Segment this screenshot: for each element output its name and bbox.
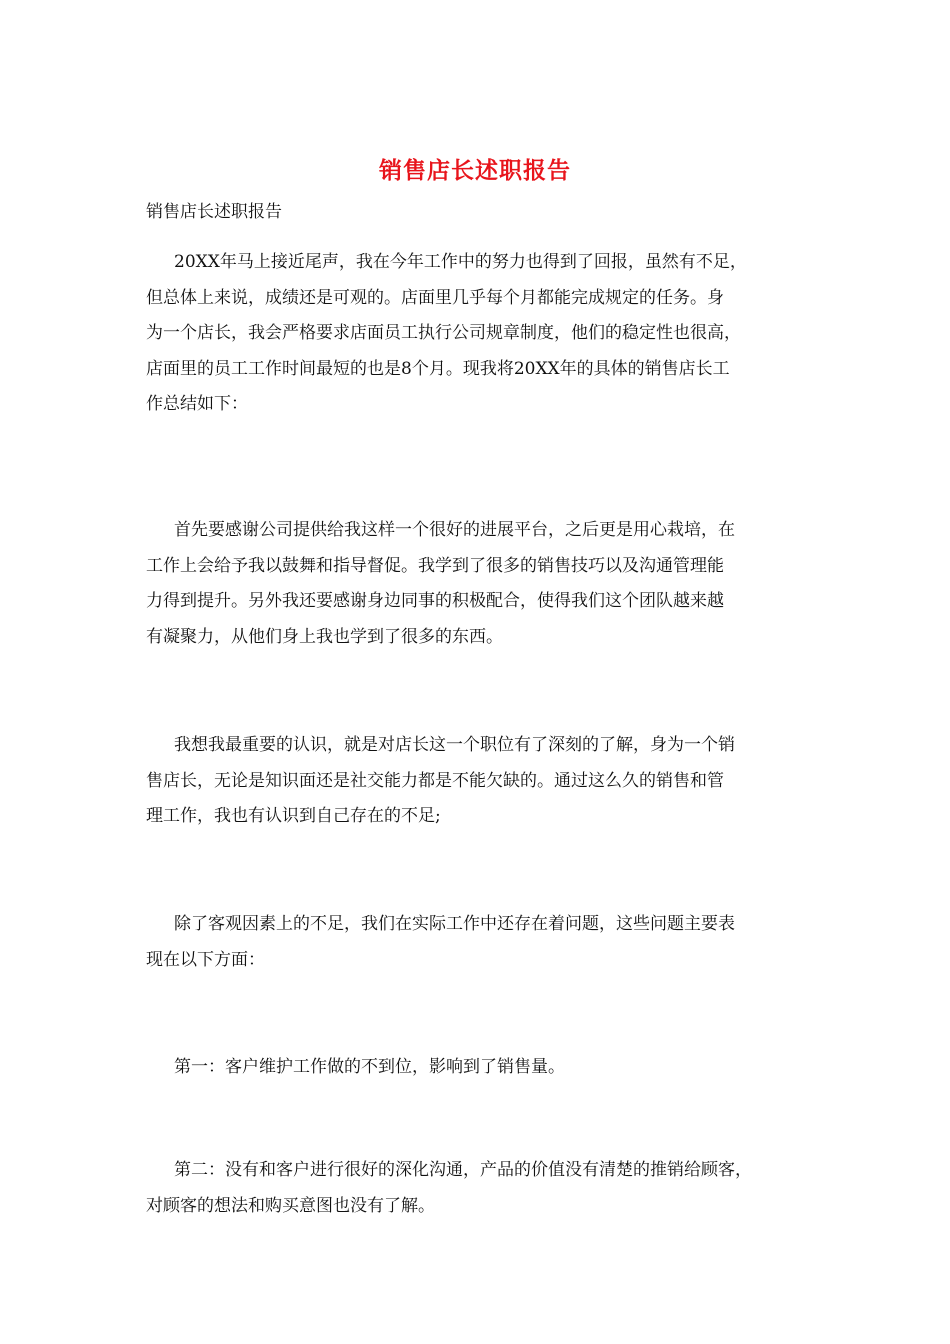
paragraph-line: 理工作，我也有认识到自己存在的不足;: [146, 806, 441, 826]
paragraph-line: 售店长，无论是知识面还是社交能力都是不能欠缺的。通过这么久的销售和管: [146, 770, 724, 791]
paragraph-1: [146, 245, 830, 423]
paragraph-line: 第二：没有和客户进行很好的深化沟通，产品的价值没有清楚的推销给顾客，: [174, 1160, 752, 1180]
paragraph-line: 我想我最重要的认识，就是对店长这一个职位有了深刻的了解，身为一个销: [174, 735, 735, 755]
paragraph-line: 但总体上来说，成绩还是可观的。店面里几乎每个月都能完成规定的任务。身: [146, 287, 724, 308]
paragraph-2: [146, 513, 830, 655]
paragraph-line: 有凝聚力，从他们身上我也学到了很多的东西。: [146, 626, 503, 647]
paragraph-line: 首先要感谢公司提供给我这样一个很好的进展平台，之后更是用心栽培，在: [174, 520, 735, 540]
document-title: 销售店长述职报告: [379, 157, 571, 184]
paragraph-4: [146, 907, 830, 978]
document-subtitle: 销售店长述职报告: [146, 202, 282, 222]
paragraph-line: 20XX年马上接近尾声，我在今年工作中的努力也得到了回报，虽然有不足，: [174, 252, 747, 272]
paragraph-3: [146, 728, 830, 835]
paragraph-line: 为一个店长，我会严格要求店面员工执行公司规章制度，他们的稳定性也很高，: [146, 323, 741, 343]
paragraph-line: 除了客观因素上的不足，我们在实际工作中还存在着问题，这些问题主要表: [174, 914, 735, 934]
paragraph-line: 现在以下方面：: [146, 949, 265, 970]
paragraph-line: 作总结如下：: [146, 394, 248, 414]
paragraph-line: 力得到提升。另外我还要感谢身边同事的积极配合，使得我们这个团队越来越: [146, 591, 724, 611]
paragraph-5: [146, 1050, 830, 1086]
paragraph-line: 工作上会给予我以鼓舞和指导督促。我学到了很多的销售技巧以及沟通管理能: [146, 555, 724, 576]
paragraph-6: [146, 1153, 830, 1224]
paragraph-line: 店面里的员工工作时间最短的也是8个月。现我将20XX年的具体的销售店长工: [146, 358, 730, 379]
paragraph-line: 对顾客的想法和购买意图也没有了解。: [146, 1195, 435, 1216]
paragraph-line: 第一：客户维护工作做的不到位，影响到了销售量。: [174, 1057, 565, 1077]
